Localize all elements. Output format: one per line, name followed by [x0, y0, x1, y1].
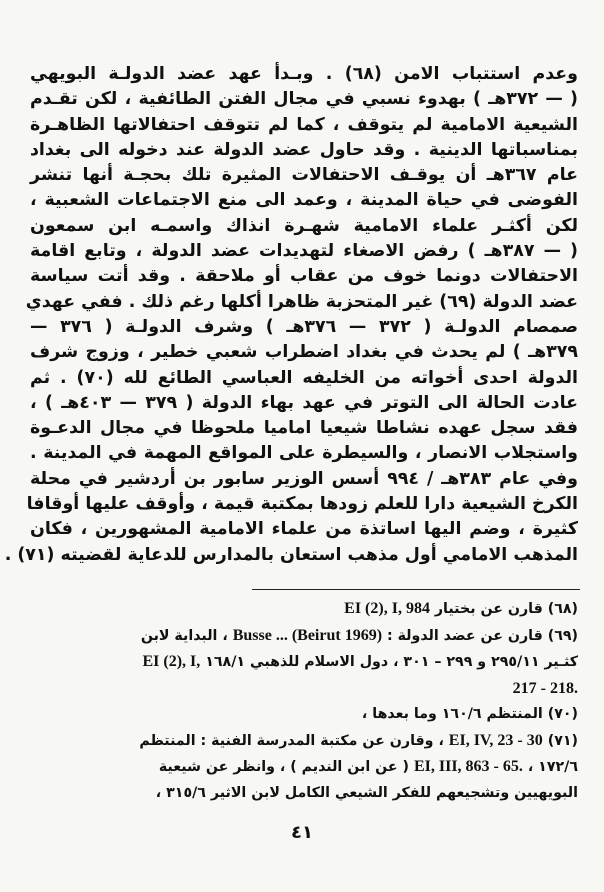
footnote-71: [30, 728, 578, 755]
footnote-71-cont: [30, 754, 578, 781]
text-line: عام ٣٦٧هـ أن يوقـف الاحتفالات المثيرة تلك بحجـة أنها تنشر: [30, 165, 579, 186]
text-line: الشيعية الامامية لم يتوقف ، كما لم تتوقف احتفالاتها الظاهـرة: [30, 114, 578, 135]
text-line: واستجلاب الانصار ، والسيطرة على المواقع المهمة في المدينة .: [30, 443, 578, 464]
main-text: [4, 62, 579, 568]
footnote-citation: EI (2), I,: [142, 653, 201, 670]
footnote-69-cont: [30, 649, 578, 676]
text-line: فقد سجل عهده نشاطا شيعيا اماميا ملحوظا في مجال الدعـوة: [30, 418, 578, 439]
text-line: الكرخ الشيعية دارا للعلم زودها بمكتبة قيمة ، وأوقف عليها أوقافا: [26, 494, 578, 515]
footnote-text: (٦٨) قارن عن بختيار: [434, 601, 578, 617]
footnote-text: (٧١): [547, 732, 578, 749]
text-line: الدولة احدى أخواته من الخليفه العباسي الطائع لله (٧٠) . ثم: [30, 367, 578, 388]
footnotes: [30, 596, 578, 806]
text-line: بمناسباتها الدينية . وقد حاول عضد الدولة عند دخوله الى بغداد: [30, 139, 578, 160]
text-line: وعدم استتباب الامن (٦٨) . وبـدأ عهد عضد الدولـة البويهي: [30, 64, 578, 84]
text-line: لكن أكثـر علماء الامامية شهـرة انذاك واسمـه ابن سمعون: [30, 215, 578, 236]
footnote-68: [30, 596, 578, 623]
footnote-text: (٧٠) المنتظم ١٦٠/٦ وما بعدها ،: [361, 706, 578, 722]
text-line: المذهب الامامي أول مذهب استعان بالمدارس للدعاية لقضيته (٧١) .: [4, 544, 578, 565]
footnote-text: ، البداية لابن: [140, 627, 228, 644]
footnote-text: (٦٩) قارن عن عضد الدولة :: [386, 627, 578, 644]
page-number: ٤١: [291, 822, 313, 843]
text-line: ( — ٣٧٢هـ ) بهدوء نسبي في مجال الفتن الطائفية ، لكن تقـدم: [30, 89, 578, 110]
footnote-text: البويهيين وتشجيعهم للفكر الشيعي الكامل لابن الاثير ٣١٥/٦ ،: [155, 784, 578, 801]
footnote-divider: [252, 589, 580, 590]
footnote-citation: Busse ... (Beirut 1969): [232, 626, 383, 644]
text-line: وفي عام ٣٨٣هـ / ٩٩٤ أسس الوزير سابور بن أردشير في محلة: [30, 468, 578, 489]
text-line: ( — ٣٨٧هـ ) رفض الاصغاء لتهديدات عضد الدولة ، وتابع اقامة: [30, 241, 578, 262]
footnote-citation: EI (2), I, 984: [344, 600, 430, 617]
footnote-citation: 217 - 218.: [512, 679, 578, 697]
footnote-text: ، وقارن عن مكتبة المدرسة الفنية : المنتظم: [139, 732, 444, 749]
footnote-71-end: [30, 781, 578, 807]
footnote-text: ( عن ابن النديم ) ، وانظر عن شيعية: [158, 759, 410, 775]
footnote-70: [30, 702, 578, 728]
text-line: صمصام الدولـة ( ٣٧٢ — ٣٧٦هـ ) وشرف الدولـة ( ٣٧٦ —: [30, 316, 579, 337]
text-line: الفوضى في حياة المدينة ، وعمد الى منع الاجتماعات الشعبية ،: [30, 190, 578, 211]
text-line: عادت الحالة الى التوتر في عهد بهاء الدولة ( ٣٧٩ — ٤٠٣هـ ) ،: [30, 392, 579, 413]
footnote-text: ١٧٢/٦ ،: [527, 759, 578, 775]
text-line: الاحتفالات دونما خوف من عقاب أو ملاحقة . وقد أتت سياسة: [30, 266, 578, 287]
footnote-69-end: [30, 676, 578, 703]
text-line: ٣٧٩هـ ) لم يحدث في بغداد اضطراب شعبي خطير ، وزوج شرف: [30, 342, 578, 363]
footnote-69: [30, 623, 578, 650]
text-line: كثيرة ، وضم اليها اساتذة من علماء الامامية المشهورين ، فكان: [30, 519, 578, 540]
footnote-text: كثـير ٢٩٥/١١ و ٢٩٩ – ٣٠١ ، دول الاسلام للذهبي ١٦٨/١: [205, 654, 578, 670]
footnote-citation: EI, III, 863 - 65.: [413, 758, 523, 775]
footnote-citation: EI, IV, 23 - 30: [448, 731, 543, 749]
text-line: عضد الدولة (٦٩) غير المتحزبة ظاهرا أكلها رغم ذلك . ففي عهدي: [25, 291, 578, 312]
